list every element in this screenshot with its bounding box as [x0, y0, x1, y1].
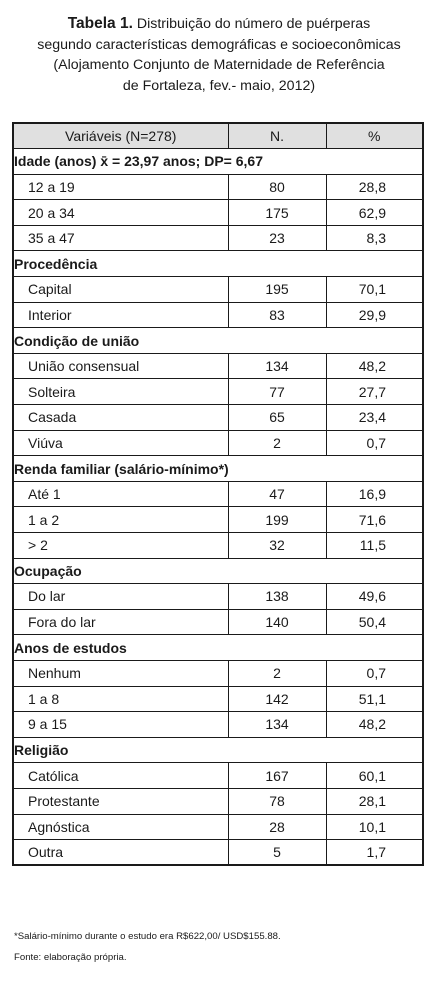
row-count: 80 [228, 174, 326, 200]
row-label: Do lar [13, 584, 228, 610]
row-count: 2 [228, 430, 326, 456]
table-row [13, 814, 423, 840]
row-count: 140 [228, 609, 326, 635]
section-title: Condição de união [13, 328, 423, 354]
row-count: 134 [228, 712, 326, 738]
section-row [13, 737, 423, 763]
section-row [13, 635, 423, 661]
caption-line-2: segundo características demográficas e socioeconômicas [37, 36, 401, 53]
caption-line-3: (Alojamento Conjunto de Maternidade de Referência [53, 57, 385, 73]
row-percent: 29,9 [326, 302, 423, 328]
row-count: 32 [228, 533, 326, 559]
table-row [13, 686, 423, 712]
row-percent: 48,2 [326, 353, 423, 379]
caption-line-1 [0, 14, 438, 35]
row-percent: 70,1 [326, 277, 423, 303]
table-row [13, 763, 423, 789]
table-header-row [13, 123, 423, 149]
table-row [13, 712, 423, 738]
row-label: Protestante [13, 788, 228, 814]
header-variables: Variáveis (N=278) [13, 123, 228, 149]
table-row [13, 507, 423, 533]
row-percent: 71,6 [326, 507, 423, 533]
table-row [13, 584, 423, 610]
table-row [13, 302, 423, 328]
row-percent: 10,1 [326, 814, 423, 840]
row-label: 1 a 2 [13, 507, 228, 533]
row-count: 142 [228, 686, 326, 712]
row-percent: 11,5 [326, 533, 423, 559]
table-row [13, 609, 423, 635]
row-label: 12 a 19 [13, 174, 228, 200]
demographics-table [12, 122, 424, 866]
row-label: Casada [13, 405, 228, 431]
caption-text-1: Distribuição do número de puérperas [136, 16, 371, 32]
row-percent: 23,4 [326, 405, 423, 431]
row-count: 134 [228, 353, 326, 379]
row-label: Viúva [13, 430, 228, 456]
section-row [13, 149, 423, 175]
row-percent: 0,7 [326, 430, 423, 456]
row-percent: 51,1 [326, 686, 423, 712]
row-count: 167 [228, 763, 326, 789]
table-caption [0, 14, 438, 96]
table-row [13, 430, 423, 456]
row-count: 23 [228, 225, 326, 251]
table-row [13, 660, 423, 686]
table-row [13, 788, 423, 814]
row-count: 28 [228, 814, 326, 840]
row-count: 47 [228, 481, 326, 507]
row-count: 77 [228, 379, 326, 405]
table-row [13, 379, 423, 405]
table-row [13, 481, 423, 507]
footnote-minimum-wage: *Salário-mínimo durante o estudo era R$622,00/ USD$155.88. [14, 931, 281, 942]
row-label: Agnóstica [13, 814, 228, 840]
row-label: Capital [13, 277, 228, 303]
table-row [13, 840, 423, 866]
table-row [13, 533, 423, 559]
row-label: Interior [13, 302, 228, 328]
row-label: 1 a 8 [13, 686, 228, 712]
table-row [13, 174, 423, 200]
row-count: 5 [228, 840, 326, 866]
row-percent: 27,7 [326, 379, 423, 405]
row-count: 2 [228, 660, 326, 686]
row-percent: 48,2 [326, 712, 423, 738]
row-count: 199 [228, 507, 326, 533]
section-title: Ocupação [13, 558, 423, 584]
table-row [13, 225, 423, 251]
row-label: > 2 [13, 533, 228, 559]
header-percent: % [326, 123, 423, 149]
table-row [13, 353, 423, 379]
section-title: Renda familiar (salário-mínimo*) [13, 456, 423, 482]
row-percent: 49,6 [326, 584, 423, 610]
section-title: Anos de estudos [13, 635, 423, 661]
row-label: Fora do lar [13, 609, 228, 635]
row-label: 20 a 34 [13, 200, 228, 226]
section-title: Religião [13, 737, 423, 763]
row-count: 195 [228, 277, 326, 303]
row-count: 175 [228, 200, 326, 226]
table-row [13, 277, 423, 303]
row-label: Até 1 [13, 481, 228, 507]
row-count: 138 [228, 584, 326, 610]
table-body [13, 149, 423, 866]
row-label: Solteira [13, 379, 228, 405]
row-count: 78 [228, 788, 326, 814]
row-percent: 28,1 [326, 788, 423, 814]
section-row [13, 251, 423, 277]
caption-label: Tabela 1. [67, 15, 133, 32]
table-row [13, 200, 423, 226]
table-row [13, 405, 423, 431]
row-label: Nenhum [13, 660, 228, 686]
row-percent: 28,8 [326, 174, 423, 200]
row-label: 9 a 15 [13, 712, 228, 738]
section-title: Idade (anos) x̄ = 23,97 anos; DP= 6,67 [13, 149, 423, 175]
section-title: Procedência [13, 251, 423, 277]
row-percent: 0,7 [326, 660, 423, 686]
row-count: 83 [228, 302, 326, 328]
row-percent: 50,4 [326, 609, 423, 635]
row-label: 35 a 47 [13, 225, 228, 251]
header-count: N. [228, 123, 326, 149]
row-percent: 62,9 [326, 200, 423, 226]
section-row [13, 328, 423, 354]
row-label: União consensual [13, 353, 228, 379]
footnote-source: Fonte: elaboração própria. [14, 952, 127, 963]
section-row [13, 456, 423, 482]
caption-line-4: de Fortaleza, fev.- maio, 2012) [122, 77, 316, 94]
row-percent: 60,1 [326, 763, 423, 789]
row-percent: 16,9 [326, 481, 423, 507]
row-percent: 8,3 [326, 225, 423, 251]
row-percent: 1,7 [326, 840, 423, 866]
section-row [13, 558, 423, 584]
row-count: 65 [228, 405, 326, 431]
row-label: Outra [13, 840, 228, 866]
row-label: Católica [13, 763, 228, 789]
